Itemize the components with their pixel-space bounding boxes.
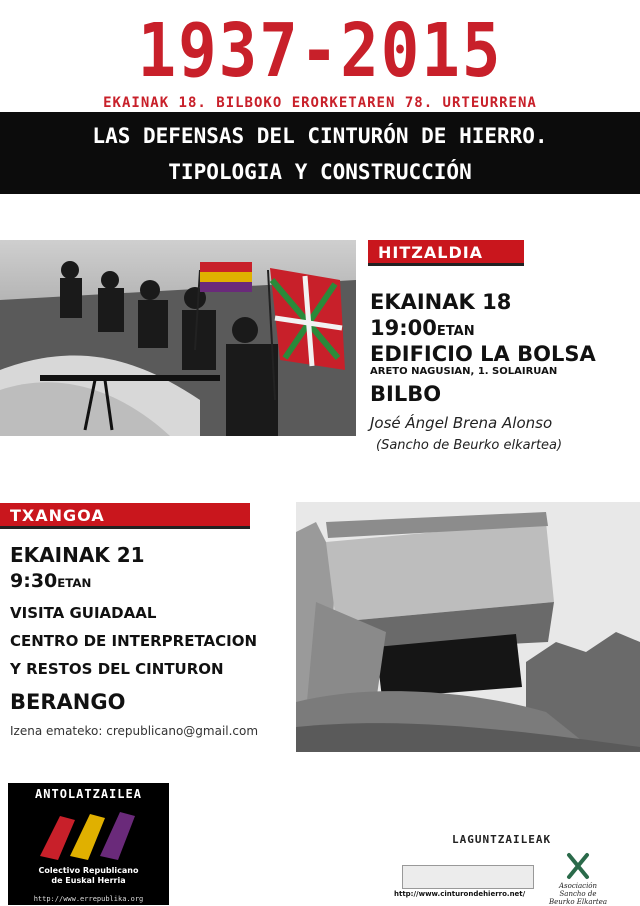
excursion-place: BERANGO bbox=[10, 690, 126, 714]
title-line-2: TIPOLOGIA Y CONSTRUCCIÓN bbox=[168, 160, 472, 184]
anniversary-subtitle: EKAINAK 18. BILBOKO ERORKETAREN 78. URTEURRENA bbox=[103, 95, 537, 111]
soldiers-photo bbox=[0, 240, 356, 436]
sponsor-2-cross-icon bbox=[566, 852, 590, 880]
sponsors-label: LAGUNTZAILEAK bbox=[452, 833, 552, 846]
excursion-line-1: VISITA GUIADAAL bbox=[10, 604, 157, 622]
bunker-photo bbox=[296, 502, 640, 752]
talk-time bbox=[370, 316, 475, 340]
excursion-time-number: 9:30 bbox=[10, 570, 58, 592]
talk-city: BILBO bbox=[370, 382, 442, 406]
excursion-time bbox=[10, 570, 91, 592]
organizer-label: ANTOLATZAILEA bbox=[35, 787, 142, 801]
title-banner bbox=[0, 112, 640, 194]
talk-speaker: José Ángel Brena Alonso bbox=[370, 414, 553, 432]
signup-email[interactable]: Izena emateko: crepublicano@gmail.com bbox=[10, 724, 259, 738]
talk-time-number: 19:00 bbox=[370, 316, 437, 340]
talk-time-suffix: ETAN bbox=[436, 324, 475, 339]
organizer-url[interactable]: http://www.errepublika.org bbox=[33, 895, 144, 903]
talk-venue: EDIFICIO LA BOLSA bbox=[370, 342, 596, 366]
sponsor-1-url[interactable]: http://www.cinturondehierro.net/ bbox=[394, 890, 526, 898]
sponsor-2-name: Asociación Sancho de Beurko Elkartea bbox=[548, 882, 608, 906]
sponsor-1-logo bbox=[402, 865, 534, 889]
organizer-name-line-1: Colectivo Republicano bbox=[38, 866, 139, 875]
excursion-line-2: CENTRO DE INTERPRETACION bbox=[10, 632, 258, 650]
talk-room: ARETO NAGUSIAN, 1. SOLAIRUAN bbox=[370, 366, 558, 377]
talk-affiliation: (Sancho de Beurko elkartea) bbox=[376, 438, 563, 453]
organizer-logo-icon bbox=[30, 806, 150, 864]
excursion-line-3: Y RESTOS DEL CINTURON bbox=[10, 660, 224, 678]
organizer-name-line-2: de Euskal Herria bbox=[51, 876, 126, 885]
title-line-1: LAS DEFENSAS DEL CINTURÓN DE HIERRO. bbox=[92, 124, 548, 148]
excursion-time-suffix: ETAN bbox=[57, 576, 92, 590]
talk-tag: HITZALDIA bbox=[368, 240, 524, 266]
talk-date: EKAINAK 18 bbox=[370, 290, 512, 314]
organizer-name bbox=[8, 866, 169, 886]
event-years: 1937-2015 bbox=[137, 9, 503, 95]
excursion-date: EKAINAK 21 bbox=[10, 543, 145, 567]
excursion-tag: TXANGOA bbox=[0, 503, 250, 529]
